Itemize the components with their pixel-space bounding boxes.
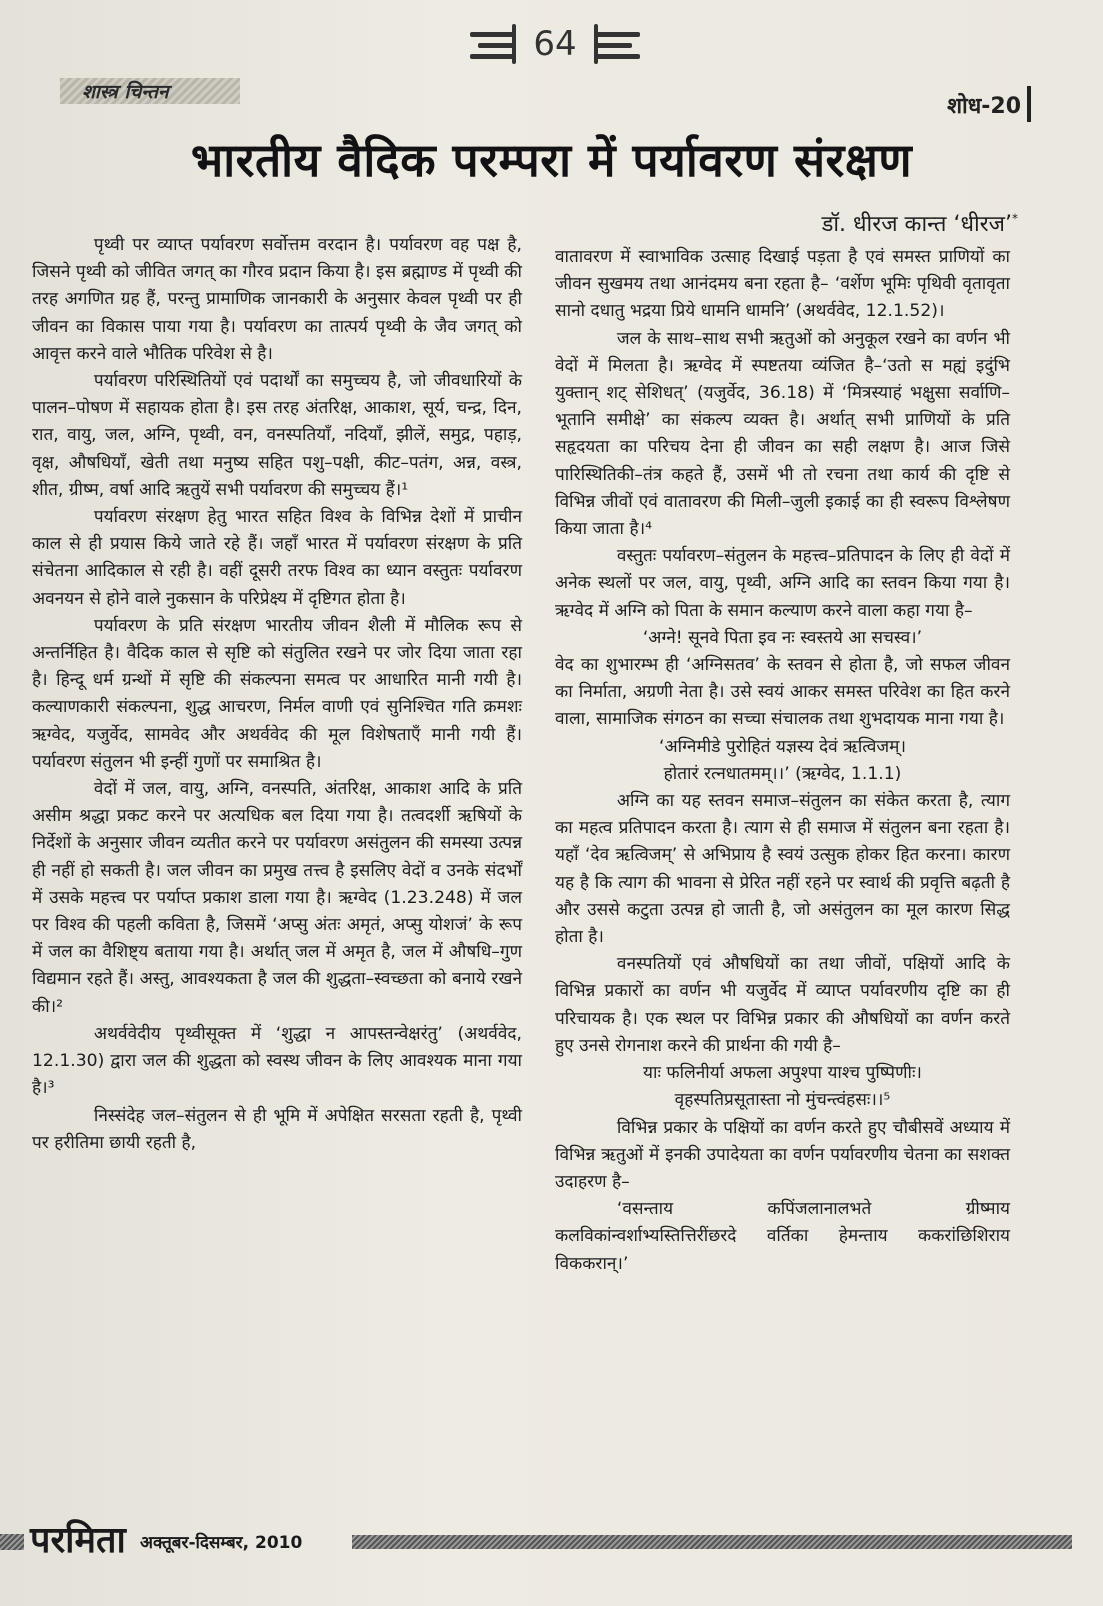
- paragraph: वस्तुतः पर्यावरण–संतुलन के महत्त्व–प्रतिपादन के लिए ही वेदों में अनेक स्थलों पर जल, वायु, पृथ्वी, अग्नि आदि का स्तवन किया गया है। ऋग्वेद में अग्नि को पिता के समान कल्याण करने वाला कहा गया है–: [555, 546, 1010, 621]
- series-tag: शोध-20: [947, 90, 1021, 120]
- paragraph: विभिन्न प्रकार के पक्षियों का वर्णन करते हुए चौबीसवें अध्याय में विभिन्न ऋतुओं में इनकी उपादेयता का वर्णन पर्यावरणीय चेतना का सशक्त उदाहरण है–: [555, 1117, 1010, 1192]
- paragraph: पर्यावरण के प्रति संरक्षण भारतीय जीवन शैली में मौलिक रूप से अन्तर्निहित है। वैदिक काल से सृष्टि को संतुलित रखने पर जोर दिया जाता रहा है। हिन्दू धर्म ग्रन्थों में सृष्टि की संकल्पना समत्व पर आधारित मानी गयी है। कल्याणकारी संकल्पना, शुद्ध आचरण, निर्मल वाणी एवं सुनिश्चित गति क्रमशः ऋग्वेद, यजुर्वेद, सामवेद और अथर्ववेद की मूल विशेषताएँ मानी गयी हैं। पर्यावरण संतुलन भी इन्हीं गुणों पर समाश्रित है।: [32, 615, 522, 772]
- left-column: [32, 232, 522, 1157]
- author-marker: *: [1012, 211, 1018, 226]
- footer-rule-right: [352, 1535, 1072, 1549]
- paragraph: वनस्पतियों एवं औषधियों का तथा जीवों, पक्षियों आदि के विभिन्न प्रकारों का वर्णन भी यजुर्वेद में व्याप्त पर्यावरणीय दृष्टि का ही परिचायक है। एक स्थल पर विभिन्न प्रकार की औषधियों का वर्णन करते हुए उनसे रोगनाश करने की प्रार्थना की गयी है–: [555, 954, 1010, 1056]
- verse-line: वृहस्पतिप्रसूतास्ता नो मुंचन्त्वंहसः।।⁵: [674, 1090, 891, 1111]
- section-label: शास्त्र चिन्तन: [82, 81, 169, 103]
- paragraph: पर्यावरण परिस्थितियों एवं पदार्थों का समुच्चय है, जो जीवधारियों के पालन–पोषण में सहायक होता है। इस तरह अंतरिक्ष, आकाश, सूर्य, चन्द्र, दिन, रात, वायु, जल, अग्नि, पृथ्वी, वन, वनस्पतियाँ, नदियाँ, झीलें, समुद्र, पहाड़, वृक्ष, औषधियाँ, खेती तथा मनुष्य सहित पशु–पक्षी, कीट–पतंग, अन्न, वस्त्र, शीत, ग्रीष्म, वर्षा आदि ऋतुयें सभी पर्यावरण की समुच्चय हैं।¹: [32, 371, 522, 500]
- verse-line: होतारं रत्नधातमम्।।’ (ऋग्वेद, 1.1.1): [663, 763, 902, 784]
- paragraph: जल के साथ–साथ सभी ऋतुओं को अनुकूल रखने का वर्णन भी वेदों में मिलता है। ऋग्वेद में स्पष्टतया व्यंजित है–‘उतो स मह्यं इदुंभि युक्तान् शट् सेशिधत्’ (यजुर्वेद, 36.18) में ‘मित्रस्याहं भक्षुसा सर्वाणि–भूतानि समीक्षे’ का संकल्प व्यक्त है। अर्थात् सभी प्राणियों के प्रति सहृदयता का परिचय देना ही जीवन का सही लक्षण है। आज जिसे पारिस्थितिकी–तंत्र कहते हैं, उसमें भी तो रचना तथा कार्य की दृष्टि से विभिन्न जीवों एवं वातावरण की मिली–जुली इकाई का ही स्वरूप विश्लेषण किया जाता है।⁴: [555, 328, 1010, 540]
- paragraph: पृथ्वी पर व्याप्त पर्यावरण सर्वोत्तम वरदान है। पर्यावरण वह पक्ष है, जिसने पृथ्वी को जीवित जगत् का गौरव प्रदान किया है। इस ब्रह्माण्ड में पृथ्वी की तरह अगणित ग्रह हैं, परन्तु प्रामाणिक जानकारी के अनुसार केवल पृथ्वी पर ही जीवन का विकास पाया गया है। पर्यावरण का तात्पर्य पृथ्वी के जैव जगत् को आवृत्त करने वाले भौतिक परिवेश से है।: [32, 235, 522, 364]
- author-line: [822, 208, 1018, 238]
- paragraph: निस्संदेह जल–संतुलन से ही भूमि में अपेक्षित सरसता रहती है, पृथ्वी पर हरीतिमा छायी रहती है,: [32, 1105, 522, 1153]
- verse-quote: ‘वसन्ताय कपिंजलानालभते ग्रीष्माय कलविकांन्वर्शाभ्यस्तित्तिरींछरदे वर्तिका हेमन्ताय ककरांछिशिराय विककरान्।’: [555, 1199, 1010, 1274]
- issue-date: अक्तूबर-दिसम्बर, 2010: [140, 1533, 303, 1553]
- paragraph: पर्यावरण संरक्षण हेतु भारत सहित विश्व के विभिन्न देशों में प्राचीन काल से ही प्रयास किये जाते रहे हैं। जहाँ भारत में पर्यावरण संरक्षण के प्रति संचेतना आदिकाल से रही है। वहीं दूसरी तरफ विश्व का ध्यान वस्तुतः पर्यावरण अवनयन से होने वाले नुकसान के परिप्रेक्ष्य में दृष्टिगत होता है।: [32, 507, 522, 609]
- paragraph: वेद का शुभारम्भ ही ‘अग्निसतव’ के स्तवन से होता है, जो सफल जीवन का निर्माता, अग्रणी नेता है। उसे स्वयं आकर समस्त परिवेश का हित करने वाला, सामाजिक संगठन का सच्चा संचालक तथा शुभदायक माना गया है।: [555, 655, 1010, 730]
- footer-rule-left: [0, 1534, 24, 1550]
- page-number-ornament: [470, 18, 640, 80]
- magazine-name: परमिता: [30, 1520, 126, 1561]
- verse-line: याः फलिनीर्या अफला अपुश्पा याश्च पुष्पिणीः।: [643, 1063, 922, 1084]
- verse-line: ‘अग्ने! सूनवे पिता इव नः स्वस्तये आ सचस्व।’: [642, 627, 923, 648]
- paragraph: अग्नि का यह स्तवन समाज–संतुलन का संकेत करता है, त्याग का महत्व प्रतिपादन करता है। त्याग से ही समाज में संतुलन बना रहता है। यहाँ ‘देव ऋत्विजम्’ से अभिप्राय है स्वयं उत्सुक होकर हित करना। कारण यह है कि त्याग की भावना से प्रेरित नहीं रहने पर स्वार्थ की प्रवृत्ति बढ़ती है और उससे कटुता उत्पन्न हो जाती है, जो असंतुलन का मूल कारण सिद्ध होता है।: [555, 791, 1010, 948]
- ornament-right-icon: [592, 30, 640, 62]
- author-name: डॉ. धीरज कान्त ‘धीरज’: [821, 212, 1012, 237]
- ornament-left-icon: [470, 30, 518, 62]
- verse-line: ‘अग्निमीडे पुरोहितं यज्ञस्य देवं ऋत्विजम्।: [659, 736, 906, 757]
- paragraph: अथर्ववेदीय पृथ्वीसूक्त में ‘शुद्धा न आपस्तन्वेक्षरंतु’ (अथर्ववेद, 12.1.30) द्वारा जल की शुद्धता को स्वस्थ जीवन के लिए आवश्यक माना गया है।³: [32, 1023, 522, 1099]
- right-column: [555, 244, 1010, 1278]
- paragraph: वेदों में जल, वायु, अग्नि, वनस्पति, अंतरिक्ष, आकाश आदि के प्रति असीम श्रद्धा प्रकट करने पर अत्यधिक बल दिया गया है। तत्वदर्शी ऋषियों के निर्देशों के अनुसार जीवन व्यतीत करने पर पर्यावरण असंतुलन की समस्या उत्पन्न ही नहीं हो सकती है। जल जीवन का प्रमुख तत्त्व है इसलिए वेदों व उनके संदर्भों में उसके महत्त्व पर पर्याप्त प्रकाश डाला गया है। ऋग्वेद (1.23.248) में जल पर विश्व की पहली कविता है, जिसमें ‘अप्सु अंतः अमृतं, अप्सु योशजं’ के रूप में जल का वैशिष्ट्य बताया गया है। अर्थात् जल में अमृत है, जल में औषधि–गुण विद्यमान रहते हैं। अस्तु, आवश्यकता है जल की शुद्धता–स्वच्छता को बनाये रखने की।²: [32, 779, 522, 1017]
- section-tag: [60, 78, 240, 104]
- footer: [0, 1520, 1103, 1560]
- page-number: 64: [533, 24, 577, 64]
- article-title: भारतीय वैदिक परम्परा में पर्यावरण संरक्षण: [190, 133, 913, 187]
- paragraph: वातावरण में स्वाभाविक उत्साह दिखाई पड़ता है एवं समस्त प्राणियों का जीवन सुखमय तथा आनंदमय बना रहता है– ‘वर्शेण भूमिः पृथिवी वृतावृता सानो दधातु भद्रया प्रिये धामनि धामनि’ (अथर्ववेद, 12.1.52)।: [555, 247, 1010, 322]
